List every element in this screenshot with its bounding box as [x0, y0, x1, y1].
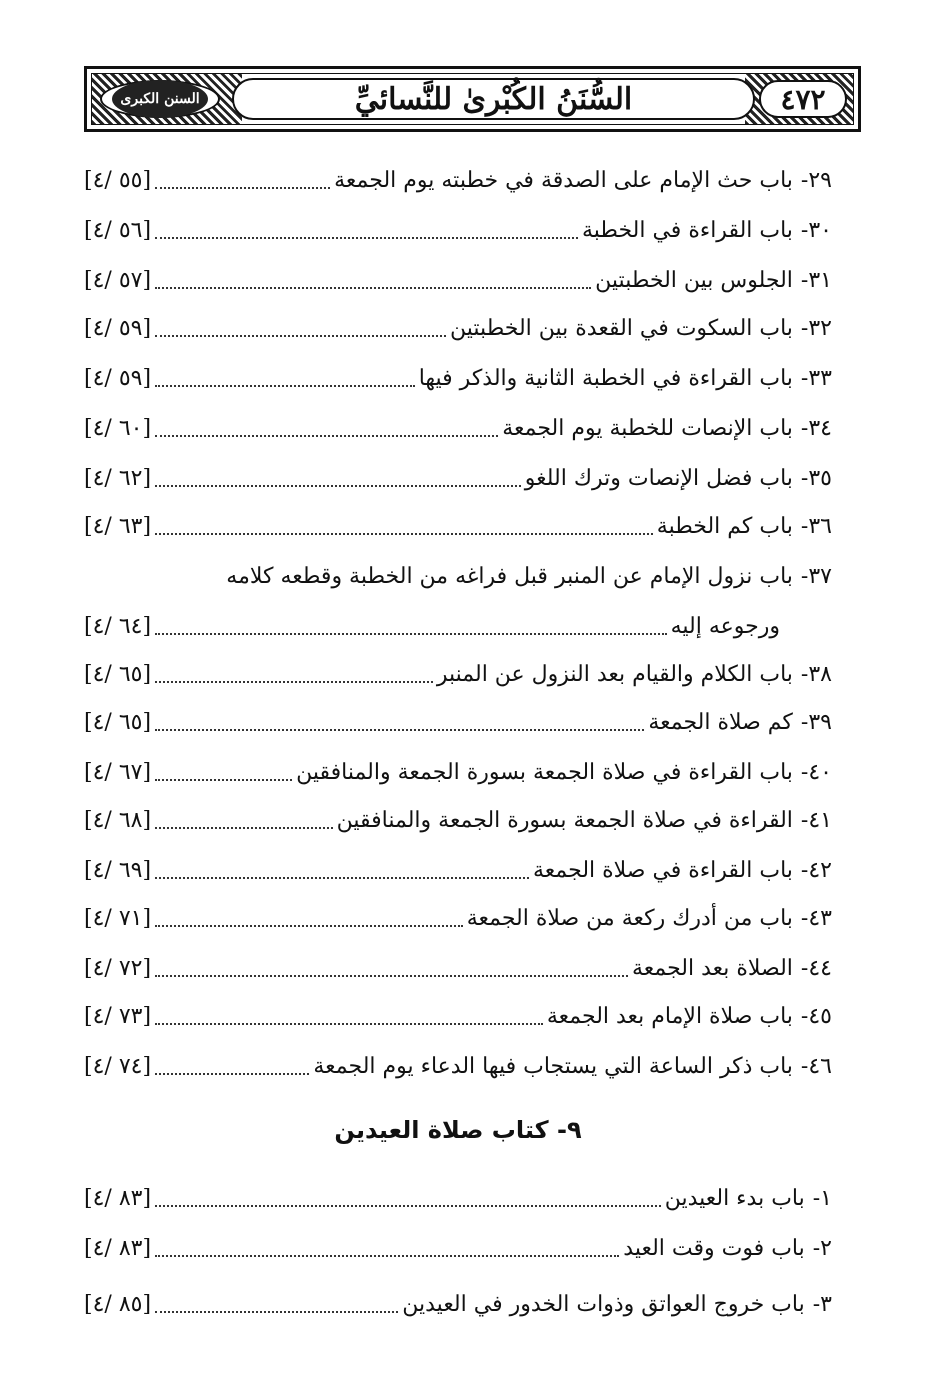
toc-entry[interactable]: ٣٤- باب الإنصات للخطبة يوم الجمعة [٦٠ /٤]	[84, 415, 832, 441]
toc-entry[interactable]: ٤٠- باب القراءة في صلاة الجمعة بسورة الجمعة والمنافقين [٦٧ /٤]	[84, 759, 832, 785]
book-title: السُّنَنُ الكُبْرىٰ للنَّسائيِّ	[354, 81, 633, 117]
toc-entry-continuation[interactable]: ورجوعه إليه [٦٤ /٤]	[84, 613, 780, 639]
section-heading: ٩- كتاب صلاة العيدين	[334, 1116, 582, 1144]
toc-entry[interactable]: ٤٥- باب صلاة الإمام بعد الجمعة [٧٣ /٤]	[84, 1003, 832, 1029]
toc-entry[interactable]: ٣٠- باب القراءة في الخطبة [٥٦ /٤]	[84, 217, 832, 243]
toc-entry[interactable]: ٤٤- الصلاة بعد الجمعة [٧٢ /٤]	[84, 955, 832, 981]
toc-entry[interactable]: ٣٩- كم صلاة الجمعة [٦٥ /٤]	[84, 709, 832, 735]
toc-entry[interactable]: ٣- باب خروج العواتق وذوات الخدور في العيدين [٨٥ /٤]	[84, 1291, 832, 1317]
toc-entry[interactable]: ٢- باب فوت وقت العيد [٨٣ /٤]	[84, 1235, 832, 1261]
toc-entry[interactable]: ٤٢- باب القراءة في صلاة الجمعة [٦٩ /٤]	[84, 857, 832, 883]
toc-entry[interactable]: ٣٦- باب كم الخطبة [٦٣ /٤]	[84, 513, 832, 539]
toc-entry[interactable]: ٣٥- باب فضل الإنصات وترك اللغو [٦٢ /٤]	[84, 465, 832, 491]
emblem-text: السنن الكبرى	[112, 80, 208, 118]
toc-entry[interactable]: ٤١- القراءة في صلاة الجمعة بسورة الجمعة والمنافقين [٦٨ /٤]	[84, 807, 832, 833]
toc-entry[interactable]: ٤٣- باب من أدرك ركعة من صلاة الجمعة [٧١ /٤]	[84, 905, 832, 931]
toc-entry[interactable]: ٢٩- باب حث الإمام على الصدقة في خطبته يوم الجمعة [٥٥ /٤]	[84, 167, 832, 193]
toc-entry[interactable]: ٣٢- باب السكوت في القعدة بين الخطبتين [٥٩ /٤]	[84, 315, 832, 341]
toc-entry[interactable]: ٤٦- باب ذكر الساعة التي يستجاب فيها الدعاء يوم الجمعة [٧٤ /٤]	[84, 1053, 832, 1079]
section-toc-list	[84, 0, 832, 1382]
toc-entry[interactable]: ٣٣- باب القراءة في الخطبة الثانية والذكر فيها [٥٩ /٤]	[84, 365, 832, 391]
toc-entry[interactable]: ٣١- الجلوس بين الخطبتين [٥٧ /٤]	[84, 267, 832, 293]
toc-entry[interactable]: ٣٧- باب نزول الإمام عن المنبر قبل فراغه من الخطبة وقطعه كلامه	[226, 563, 832, 589]
toc-entry[interactable]: ٣٨- باب الكلام والقيام بعد النزول عن المنبر [٦٥ /٤]	[84, 661, 832, 687]
page-number: ٤٧٢	[780, 82, 826, 116]
toc-entry[interactable]: ١- باب بدء العيدين [٨٣ /٤]	[84, 1185, 832, 1211]
